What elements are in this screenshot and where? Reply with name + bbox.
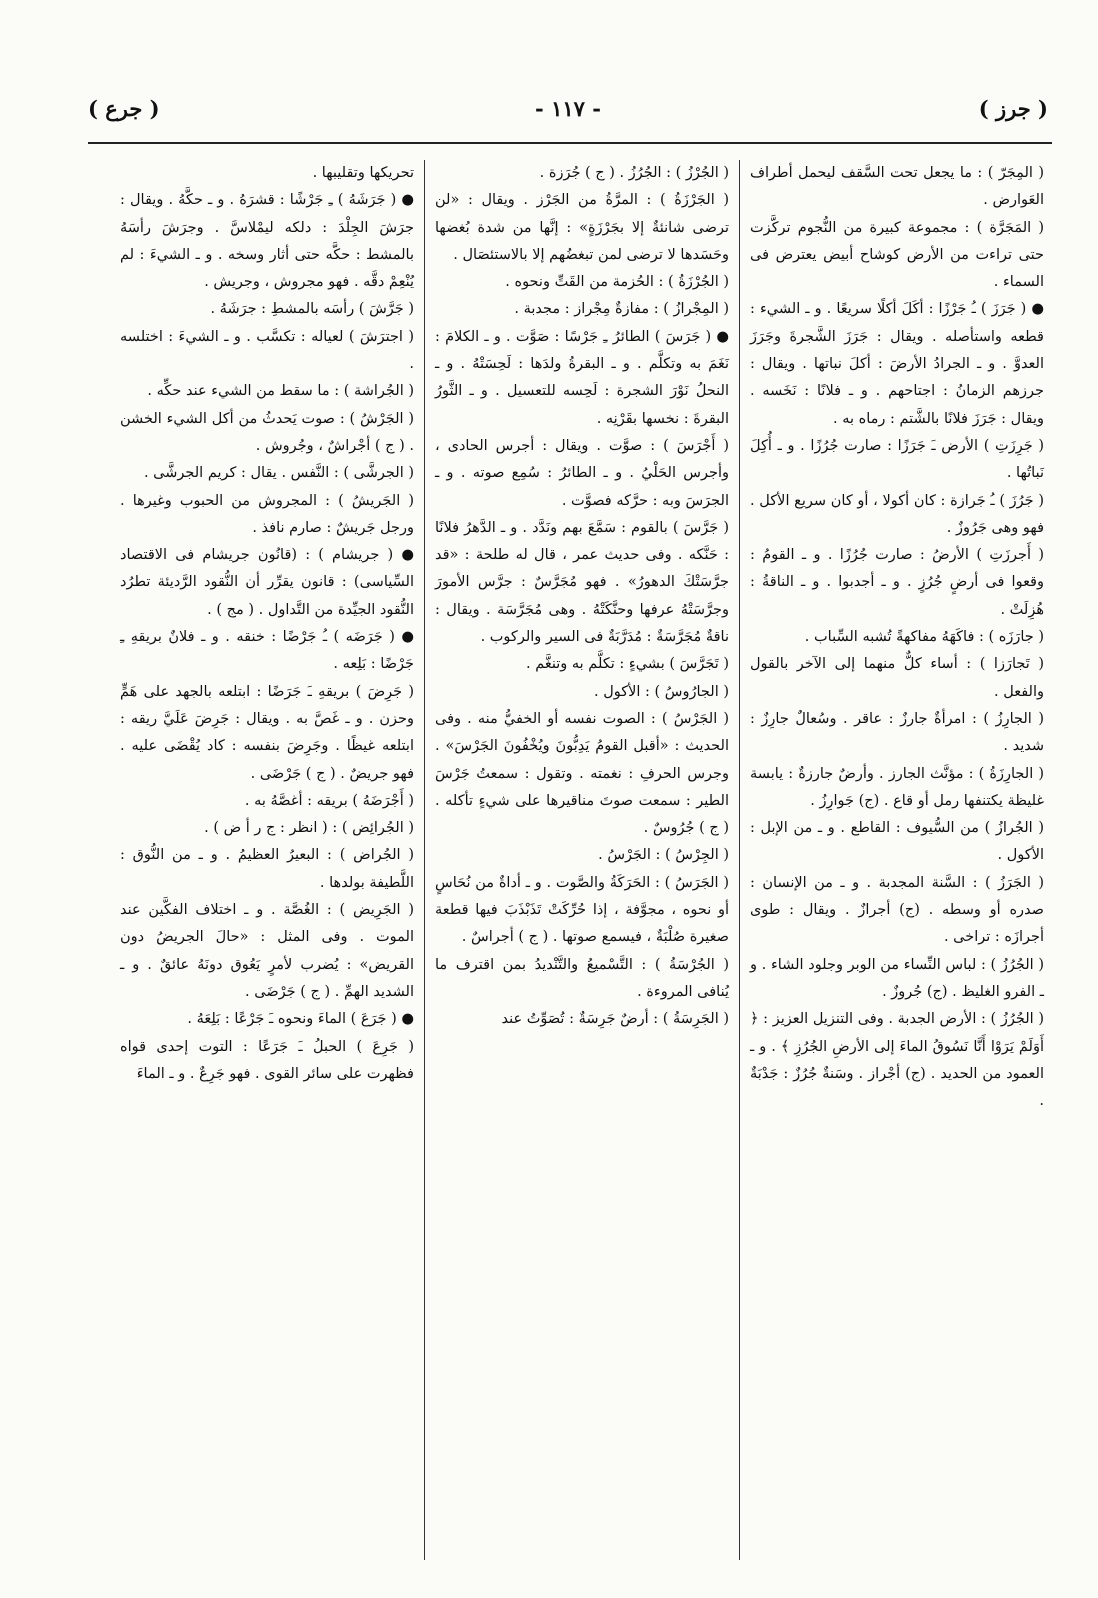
dictionary-entry: ( جَرِضَ ) بريقهِ ـَ جَرَضًا : ابتلعه بالجهد على هَمٍّ وحزن . و ـ غَصَّ به . ويقال : جَرِضَ عَلَيَّ ريقه : ابتلعه غيظًا . وجَرِضَ بنفسه : كاد يُقْضَى عليه . فهو جريضٌ . ( ج ) جَرْضَى . xyxy=(120,683,414,782)
dictionary-entry: ( الجَريشُ ) : المجروش من الحبوب وغيرها . ورجل جَريشٌ : صارم نافذ . xyxy=(120,492,414,536)
dictionary-entry: ( الجُرْسَةُ ) : التَّسْميعُ والتَّنْديدُ بمن اقترف ما يُنافى المروءة . xyxy=(435,956,729,1000)
dictionary-entry: ( الجُرْزُ ) : الجُرُزُ . ( ج ) جُرَزة . xyxy=(539,165,729,181)
header-right-guideword: ( جرز ) xyxy=(978,96,1048,121)
column-left xyxy=(112,160,422,1560)
dictionary-entry: ● ( جَرَشَهُ ) ـِ جَرْشًا : قشرَهُ . و ـ حكَّهُ . ويقال : جرَشَ الجِلْدَ : دلكه ليمْلاسَّ . وجرَشَ رأسَهُ بالمشط : حكَّه حتى أثار وسخه . و ـ الشيءَ : لم يُنْعِمْ دقَّه . فهو مجروش ، وجريش . xyxy=(120,192,414,291)
dictionary-entry: ● ( جريشام ) : (قانُون جريشام فى الاقتصاد السِّياسى) : قانون يقرِّر أن النُّقود الرَّديئة تطرُد النُّقود الجيِّدة من التَّداول . ( مج ) . xyxy=(120,547,414,618)
dictionary-entry: ( الجَرِيض ) : الغُصَّة . و ـ اختلاف الفكَّين عند الموت . وفى المثل : «حالَ الجريضُ دون القريض» : يُضرب لأمرٍ يَعُوق دونَهُ عائقٌ . و ـ الشديد الهمِّ . ( ج ) جَرْضَى . xyxy=(120,902,414,1000)
dictionary-entry: ( جارَزَه ) : فاكَهَهُ مفاكهةً تُشبه السِّباب . xyxy=(804,629,1044,646)
column-divider xyxy=(739,160,740,1560)
dictionary-entry: ( الجارِزَةُ ) : مؤنَّث الجارز . وأرضٌ جارزةٌ : يابسة غليظة يكتنفها رمل أو قاع . (ج) جَوارِزُ . xyxy=(750,765,1044,809)
dictionary-entry: ( الجُرْزَةُ ) : الحُزمة من القَتِّ ونحوه . xyxy=(505,274,729,291)
dictionary-entry: ( الجَرِسَةُ ) : أرضٌ جَرِسَةٌ : تُصَوِّتُ عند xyxy=(501,1011,729,1028)
dictionary-entry: ( الجرشَّى ) : النَّفس . يقال : كريم الجرشَّى . xyxy=(143,465,414,482)
dictionary-entry: تحريكها وتقليبها . xyxy=(312,165,414,181)
page-header xyxy=(88,92,1048,138)
dictionary-entry: ( أَجرزَتِ ) الأرضُ : صارت جُرُزًا . و ـ القومُ : وقعوا فى أرضٍ جُرُزٍ . و ـ أجدبوا . و ـ الناقةُ : هُزِلَتْ . xyxy=(750,547,1044,618)
dictionary-entry: ( الجَرْزَةُ ) : المرَّةُ من الجَرْز . ويقال : «لن ترضى شانئةٌ إلا بجَرْزَةٍ» : إنَّها من شدة بُغضها وحَسَدها لا ترضى لمن تبغضُهم إلا بالاستئصَال . xyxy=(435,192,729,263)
dictionary-entry: ( الجِرْسُ ) : الجَرْسُ . xyxy=(598,847,729,864)
header-left-guideword: ( جرع ) xyxy=(88,96,160,121)
dictionary-entry: ( الجُرازُ ) من السُّيوف : القاطع . و ـ من الإبل : الأكول . xyxy=(750,820,1044,864)
column-middle xyxy=(427,160,737,1560)
column-divider xyxy=(424,160,425,1560)
dictionary-entry: ( جَرَّسَ ) بالقوم : سَمَّعَ بهم ونَدَّد . و ـ الدَّهرُ فلانًا : حَنَّكه . وفى حديث عمر ، قال له طلحة : «قد جرَّسَتْكَ الدهورُ» . فهو مُجَرَّسٌ : جرَّس الأمورَ وجرَّسَتْهُ عرفها وحنَّكَتْهُ . وهى مُجَرَّسَة . ويقال : ناقةٌ مُجَرَّسَةٌ : مُدَرَّبَةٌ فى السير والركوب . xyxy=(435,519,729,646)
dictionary-entry: ( الجُرُزُ ) : الأرض الجدبة . وفى التنزيل العزيز : ﴿ أَوَلَمْ يَرَوْا أَنَّا نَسُوقُ الماءَ إلى الأرضِ الجُرُزِ ﴾ . و ـ العمود من الحديد . (ج) أجْراز . وسَنةٌ جُرُزٌ : جَدْبَةٌ . xyxy=(750,1011,1044,1110)
dictionary-entry: ( الجُرُزُ ) : لباس النِّساء من الوبر وجلود الشاء . و ـ الفرو الغليظ . (ج) جُروزٌ . xyxy=(750,956,1044,1000)
dictionary-entry: ( الجَرَزُ ) : السَّنة المجدبة . و ـ من الإنسان : صدره أو وسطه . (ج) أجرازٌ . ويقال : طوى أجرازَه : تراخى . xyxy=(750,874,1044,946)
dictionary-entry: ( المِجَرّ ) : ما يجعل تحت السَّقف ليحمل أطراف العَوارض . xyxy=(750,165,1044,209)
dictionary-entry: ( أَجْرَضَهُ ) بريقه : أغصَّهُ به . xyxy=(244,792,414,809)
dictionary-entry: ( جَرُزَ ) ـُ جَرازة : كان أكولا ، أو كان سريع الأكل . فهو وهى جَرُوزٌ . xyxy=(750,492,1044,536)
dictionary-entry: ( جَرِزَتِ ) الأرض ـَ جَرَزًا : صارت جُرُزًا . و ـ أُكِلَ نَباتُها . xyxy=(750,437,1044,482)
dictionary-entry: ( أَجْرَسَ ) : صوَّت . ويقال : أجرس الحادى ، وأجرس الحَلْيُ . و ـ الطائرُ : سُمِع صوته . و ـ الجرَسَ وبه : حرَّكه فصوَّت . xyxy=(435,437,729,509)
dictionary-entry: ( اجترَشَ ) لعياله : تكسَّب . و ـ الشيءَ : اختلسه . xyxy=(120,328,414,373)
dictionary-entry: ● ( جَرَعَ ) الماءَ ونحوه ـَ جَرْعًا : بَلِعَهُ . xyxy=(187,1011,414,1028)
dictionary-entry: ( جَرَّشَ ) رأسَه بالمشطِ : جرَشَهُ . xyxy=(210,301,414,318)
dictionary-entry: ( جَرِعَ ) الحبلُ ـَ جَرَعًا : التوت إحدى قواه فظهرت على سائر القوى . فهو جَرِعٌ . و ـ الماءَ xyxy=(120,1038,414,1082)
dictionary-columns xyxy=(88,160,1052,1560)
dictionary-entry: ( الجَرْسُ ) : الصوت نفسه أو الخفيُّ منه . وفى الحديث : «أقبل القومُ يَدِبُّونَ ويُخْفُونَ الجَرْسَ» . وجرس الحرفِ : نغمته . وتقول : سمعتُ جَرْسَ الطير : سمعت صوتَ مناقيرها على شيءٍ تأكله . ( ج ) جُرُوسٌ . xyxy=(435,710,729,837)
dictionary-entry: ( الجارِزُ ) : امرأةٌ جارزٌ : عاقر . وسُعالٌ جارِزٌ : شديد . xyxy=(750,710,1044,755)
dictionary-entry: ● ( جَرَضَه ) ـُ جَرْضًا : خنقه . و ـ فلانٌ بريقهِ ـِ جَرْضًا : بَلِعه . xyxy=(120,629,414,673)
dictionary-entry: ( المِجْرازُ ) : مفازةٌ مِجْراز : مجدبة . xyxy=(514,301,729,318)
dictionary-entry: ( الجَرْشُ ) : صوت يَحدثُ من أكل الشيء الخشن . ( ج ) أجْراشٌ ، وجُروش . xyxy=(120,410,414,454)
dictionary-entry: ( الجُرائِض ) : ( انظر : ج ر أ ض ) . xyxy=(204,820,414,837)
dictionary-entry: ( الجُراض ) : البعيرُ العظيمُ . و ـ من النُّوق : اللَّطيفة بولدها . xyxy=(120,847,414,891)
dictionary-entry: ● ( جَرَزَ ) ـُ جَرْزًا : أكَلَ أكلًا سريعًا . و ـ الشيء : قطعه واستأصله . ويقال : جَرَزَ الشَّجرةَ وجَرَزَ العدوَّ . و ـ الجرادُ الأرضَ : أكلَ نباتها . ويقال : جرزهم الزمانُ : اجتاحهم . و ـ فلانًا : نَخَسه . ويقال : جَرَزَ فلانًا بالشَّتم : رماه به . xyxy=(750,301,1044,427)
dictionary-entry: ( الجارُوسُ ) : الأكول . xyxy=(593,683,729,700)
header-rule xyxy=(88,142,1052,144)
dictionary-entry: ● ( جَرَسَ ) الطائرُ ـِ جَرْسًا : صَوَّت . و ـ الكلامَ : نَغَمَ به وتكلَّم . و ـ البقرةُ ولدَها : لَحِسَتْهُ . و ـ النحلُ نَوْرَ الشجرة : لَحِسه للتعسيل . و ـ الثَّورُ البقرةَ : نخسها بقَرْنِه . xyxy=(435,328,729,427)
dictionary-entry: ( الجَرَسُ ) : الحَرَكَةُ والصَّوت . و ـ أداةٌ من نُحَاسٍ أو نحوه ، مجوَّفة ، إذا حُرِّكَتْ تَذَبْذَبَ فيها قطعة صغيرة صُلْبَةٌ ، فيسمع صوتها . ( ج ) أجراسٌ . xyxy=(435,874,729,946)
column-right xyxy=(742,160,1052,1560)
dictionary-entry: ( تَجَرَّسَ ) بشيءٍ : تكلَّم به وتنغَّم . xyxy=(525,656,729,673)
dictionary-entry: ( الجُراشة ) : ما سقط من الشيء عند حكِّه . xyxy=(147,383,414,400)
dictionary-entry: ( المَجَرَّة ) : مجموعة كبيرة من النُّجوم تركَّزت حتى تراءت من الأرض كوشاح أبيض يعترض فى السماء . xyxy=(750,219,1044,291)
dictionary-entry: ( تَجارَزا ) : أساء كلٌّ منهما إلى الآخر بالقول والفعل . xyxy=(750,656,1044,700)
page-number: - ١١٧ - xyxy=(535,96,601,121)
